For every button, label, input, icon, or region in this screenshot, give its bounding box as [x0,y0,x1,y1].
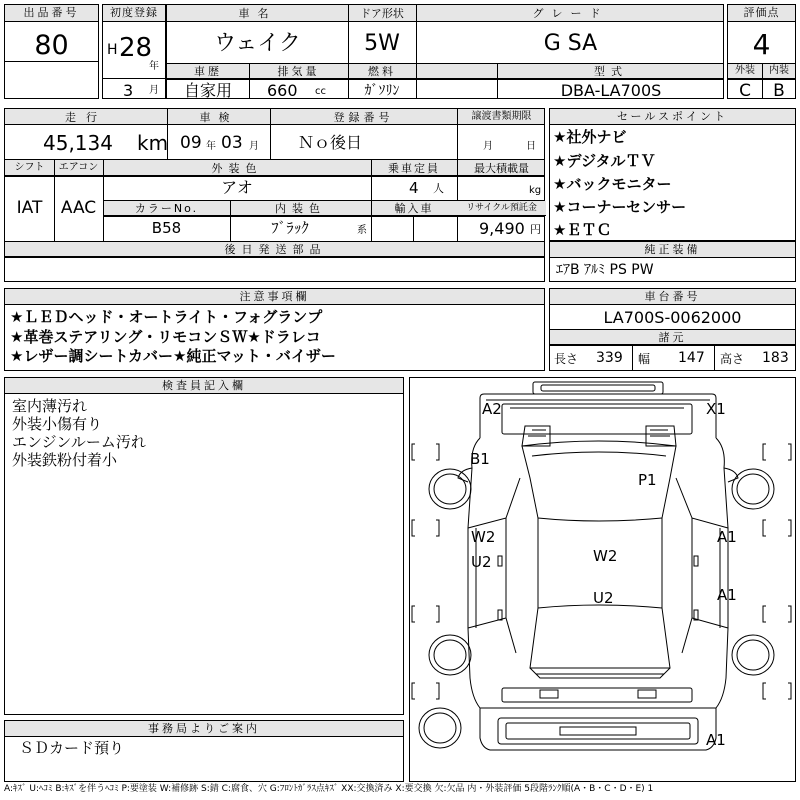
mark-a2: A2 [482,400,502,418]
score: 4 [752,28,771,61]
disp-unit: cc [315,86,326,97]
mark-x1: X1 [706,400,726,418]
wid: 147 [678,350,705,366]
mark-w2-left: W2 [471,528,496,546]
reg-year: 28 [119,33,153,63]
reg-label: 初度登録 [103,5,165,22]
mileage-unit: km [137,131,169,155]
door-type: 5W [364,31,400,56]
transfer-month-unit: 月 [483,141,493,152]
len: 339 [596,350,623,366]
sales-points-box [549,108,796,241]
chassis-label: 車台番号 [550,289,795,305]
reg-year-unit: 年 [149,61,159,72]
displacement: 660 [267,81,298,100]
inspector-box [4,377,404,715]
color-no: B58 [151,219,182,237]
ext-label: 外装 [735,65,755,76]
model: DBA-LA700S [560,81,662,100]
inspector-line: 外装鉄粉付着小 [12,451,118,469]
chassis-number: LA700S-0062000 [603,308,742,327]
office-text: ＳＤカード預り [19,739,125,757]
shift: IAT [16,198,43,218]
int-color: ﾌﾞﾗｯｸ [271,219,309,237]
chassis-box [549,288,796,371]
sales-item: ★ＥＴＣ [553,221,612,239]
int-color-unit: 系 [357,225,367,236]
equipment-label: 純正装備 [550,242,795,258]
mileage-label: 走行 [65,111,107,124]
int-grade: B [773,81,785,101]
score-box [727,4,796,99]
notes-line: ★ＬＥＤヘッド・オートライト・フォグランプ [10,308,323,326]
notes-label: 注意事項欄 [5,289,544,305]
capacity-unit: 人 [433,182,444,195]
ac: AAC [60,198,97,218]
capacity: 4 [409,179,419,197]
inspection-label: 車検 [199,111,238,124]
inspector-line: 室内薄汚れ [12,397,88,415]
recycle-label: リサイクル預託金 [466,203,537,213]
car-info-box [166,4,724,99]
mark-p1: P1 [638,471,657,489]
wid-label: 幅 [638,352,651,366]
insp-month-unit: 月 [249,141,259,152]
color: アオ [221,178,253,197]
damage-diagram [409,377,796,782]
insp-year: 09 [180,133,202,153]
mark-w2-center: W2 [593,547,618,565]
notes-line: ★革巻ステアリング・リモコンＳＷ★ドラレコ [10,328,321,346]
registration-box [102,4,166,99]
int-label: 内装 [769,65,789,76]
score-label: 評価点 [728,5,795,22]
dims-label: 諸元 [550,330,795,345]
car-name: ウェイク [214,31,301,56]
reg-no: Ｎｏ後日 [297,133,362,152]
office-box [4,720,404,782]
reg-no-label: 登録番号 [333,111,394,124]
grade: G SA [543,31,598,56]
lot-number: 80 [34,30,69,61]
sales-item: ★コーナーセンサー [553,198,687,216]
mark-a1-right-mid: A1 [717,586,737,604]
reg-era: H [107,42,118,58]
disp-label: 排気量 [277,65,320,78]
hei-label: 高さ [720,352,745,366]
notes-box [4,288,545,371]
later-label: 後日発送部品 [224,243,327,256]
model-label: 型式 [594,65,628,78]
import-label: 輸入車 [394,202,434,215]
hei: 183 [762,350,789,366]
transfer-day-unit: 日 [526,141,536,152]
legend: A:ｷｽﾞ U:ﾍｺﾐ B:ｷｽﾞを伴うﾍｺﾐ P:要塗装 W:補修跡 S:錆 C:腐食、穴 G:ﾌﾛﾝﾄｶﾞﾗｽ点ｷｽﾞ XX:交換済み X:要交換 欠:欠品 内・外装評価 5段階ﾗﾝｸ順(A・B・C・D・E) 1 [4,784,654,794]
ext-grade: C [739,81,751,101]
mark-b1: B1 [470,450,490,468]
equipment-box [549,241,796,282]
recycle-unit: 円 [530,223,541,236]
recycle: 9,490 [479,219,525,238]
color-label: 外装色 [211,162,263,175]
inspector-label: 検査員記入欄 [5,378,403,394]
sales-item: ★デジタルＴＶ [553,152,656,170]
car-name-label: 車名 [238,7,277,20]
vehicle-detail-box [4,108,545,282]
grade-label: グレード [532,7,609,20]
inspector-line: 外装小傷有り [12,415,103,433]
car-outline-icon [410,378,795,781]
insp-month: 03 [221,133,243,153]
ac-label: エアコン [58,162,99,173]
mark-a1-bottom: A1 [706,731,726,749]
equipment: ｴｱB ｱﾙﾐ PS PW [556,262,654,278]
door-label: ドア形状 [360,7,404,20]
mark-u2-left: U2 [471,553,492,571]
len-label: 長さ [554,352,579,366]
lot-label: 出品番号 [5,5,98,22]
shift-label: シフト [14,162,45,173]
load-unit: kg [529,185,542,196]
history-label: 車歴 [194,65,222,78]
load-label: 最大積載量 [474,162,529,175]
lot-box [4,4,99,99]
sales-item: ★バックモニター [553,175,672,193]
color-no-label: カラーNo. [134,202,199,215]
int-color-label: 内装色 [275,202,326,215]
office-label: 事務局よりご案内 [5,721,403,737]
reg-month-unit: 月 [149,85,159,96]
transfer-label: 譲渡書類期限 [471,111,532,122]
mark-u2-center: U2 [593,589,614,607]
sales-item: ★社外ナビ [553,128,627,146]
insp-year-unit: 年 [206,141,216,152]
sales-label: セールスポイント [550,109,795,125]
fuel: ｶﾞｿﾘﾝ [364,83,400,99]
notes-line: ★レザー調シートカバー★純正マット・バイザー [10,347,336,365]
capacity-label: 乗車定員 [388,162,440,175]
history: 自家用 [183,81,232,100]
reg-month: 3 [123,81,134,100]
mark-a1-right-top: A1 [717,528,737,546]
inspector-line: エンジンルーム汚れ [12,433,146,451]
mileage: 45,134 [43,131,113,155]
fuel-label: 燃料 [368,65,396,78]
